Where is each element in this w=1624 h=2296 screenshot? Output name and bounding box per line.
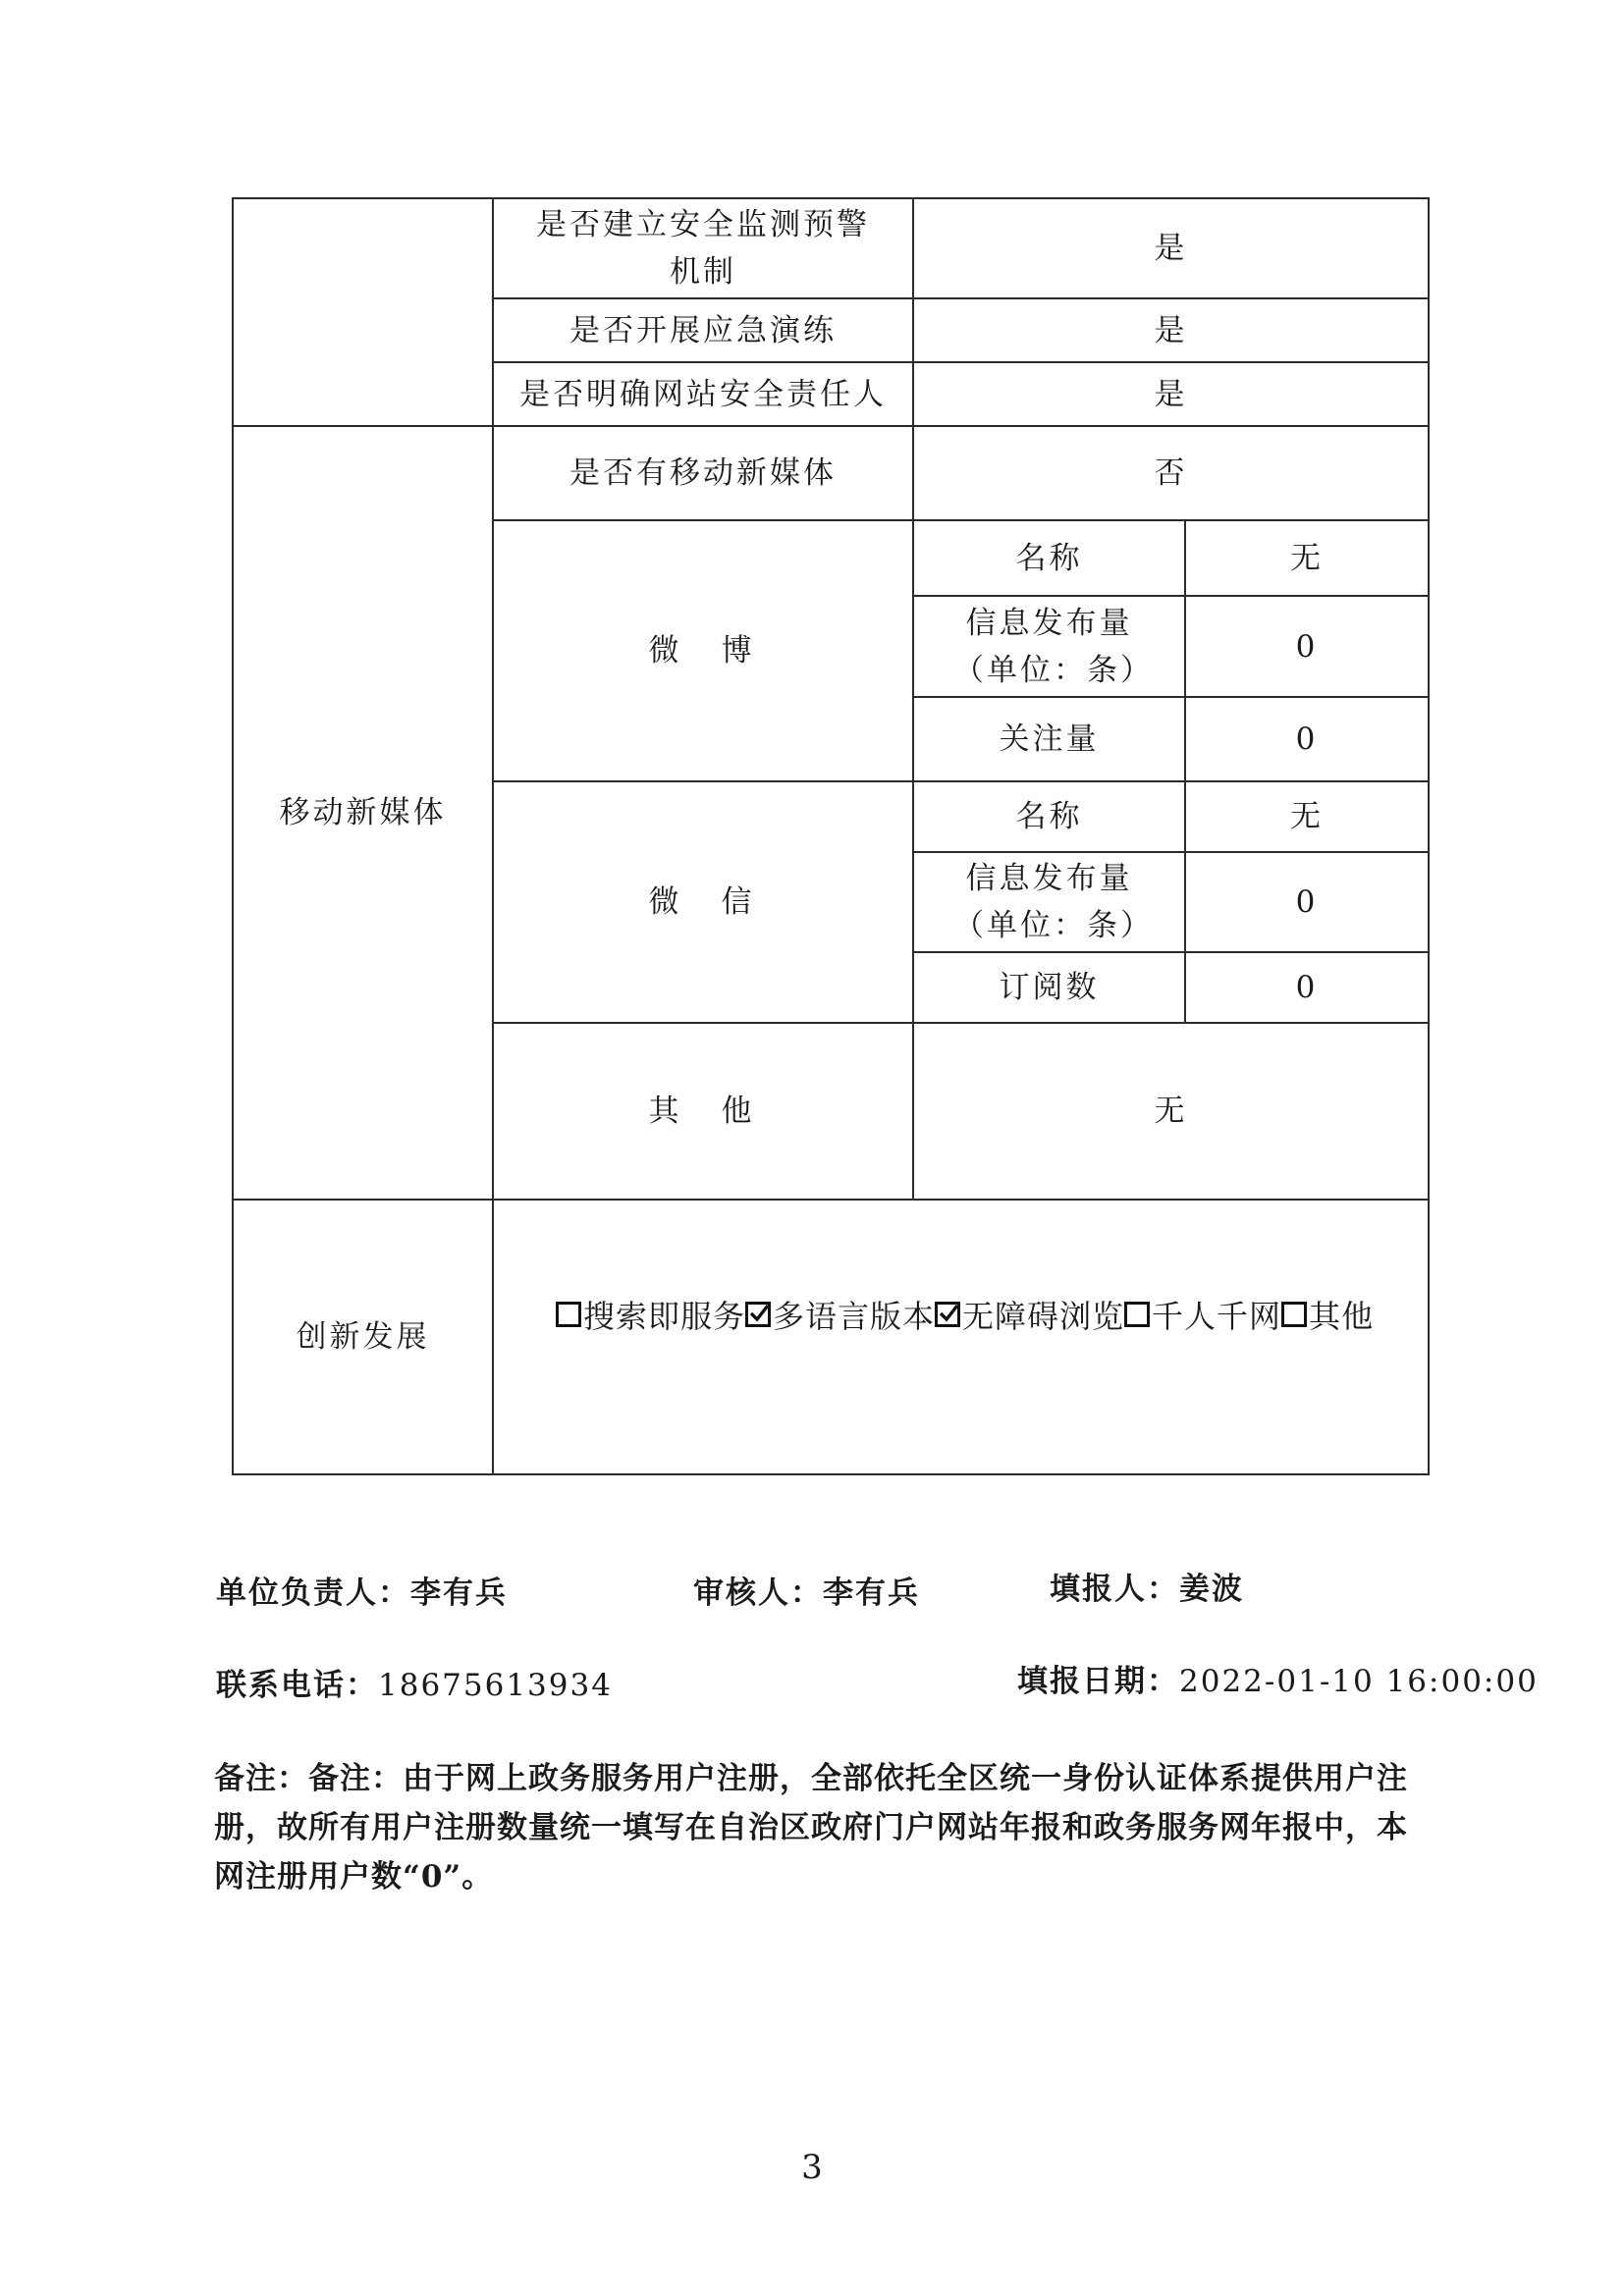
option-other bbox=[1281, 1292, 1374, 1337]
remarks-note: 备注：备注：由于网上政务服务用户注册，全部依托全区统一身份认证体系提供用户注册，故所有用户注册数量统一填写在自治区政府门户网站年报和政务服务网年报中，本网注册用户数“0”。 bbox=[214, 1761, 1408, 1895]
checked-box-icon bbox=[745, 1302, 771, 1327]
weibo-followers-label: 关注量 bbox=[999, 721, 1100, 757]
filler-label: 填报人： bbox=[1050, 1572, 1179, 1607]
weibo-posts-label: 信息发布量（单位：条） bbox=[953, 605, 1154, 688]
checked-box-icon bbox=[935, 1302, 960, 1327]
has-media-value: 否 bbox=[1154, 455, 1188, 491]
phone-value: 18675613934 bbox=[378, 1668, 613, 1703]
date-label: 填报日期： bbox=[1017, 1664, 1179, 1699]
has-media-label: 是否有移动新媒体 bbox=[569, 455, 837, 491]
reviewer-label: 审核人： bbox=[693, 1575, 823, 1611]
option-label: 无障碍浏览 bbox=[962, 1298, 1125, 1335]
unit-head bbox=[216, 1568, 508, 1612]
wechat-subscribers-label: 订阅数 bbox=[999, 970, 1100, 1005]
option-personalized bbox=[1124, 1292, 1281, 1337]
other-media-value: 无 bbox=[1154, 1094, 1188, 1129]
other-media-label: 其 他 bbox=[648, 1094, 758, 1129]
report-table bbox=[232, 197, 1430, 1475]
option-label: 搜索即服务 bbox=[583, 1298, 746, 1335]
emergency-drill-value: 是 bbox=[1154, 312, 1188, 348]
date-value: 2022-01-10 16:00:00 bbox=[1179, 1664, 1539, 1699]
option-label: 其他 bbox=[1309, 1298, 1375, 1335]
security-responsible-value: 是 bbox=[1154, 376, 1188, 412]
media-section-label: 移动新媒体 bbox=[279, 795, 447, 830]
security-monitoring-value: 是 bbox=[1154, 231, 1188, 266]
unit-head-value: 李有兵 bbox=[410, 1575, 508, 1611]
security-responsible-label: 是否明确网站安全责任人 bbox=[519, 376, 887, 412]
phone-label: 联系电话： bbox=[216, 1668, 378, 1703]
unchecked-box-icon bbox=[1281, 1302, 1307, 1327]
option-search-as-service bbox=[556, 1292, 745, 1337]
option-accessibility bbox=[935, 1292, 1124, 1337]
contact-phone bbox=[216, 1660, 613, 1704]
weibo-followers-value: 0 bbox=[1295, 721, 1319, 757]
filler-value: 姜波 bbox=[1179, 1572, 1244, 1607]
weibo-label: 微 博 bbox=[648, 633, 758, 668]
weibo-name-value: 无 bbox=[1290, 540, 1324, 576]
filler bbox=[1050, 1564, 1244, 1608]
wechat-posts-value: 0 bbox=[1295, 884, 1319, 920]
weibo-name-label: 名称 bbox=[1015, 540, 1083, 576]
unit-head-label: 单位负责人： bbox=[216, 1575, 410, 1611]
option-multilingual bbox=[745, 1292, 935, 1337]
fill-date bbox=[1017, 1656, 1539, 1700]
wechat-name-label: 名称 bbox=[1015, 799, 1083, 834]
wechat-label: 微 信 bbox=[648, 884, 758, 920]
unchecked-box-icon bbox=[1124, 1302, 1150, 1327]
reviewer bbox=[693, 1568, 920, 1612]
security-monitoring-label: 是否建立安全监测预警机制 bbox=[536, 207, 870, 290]
page-number: 3 bbox=[801, 2148, 823, 2187]
reviewer-value: 李有兵 bbox=[823, 1575, 920, 1611]
unchecked-box-icon bbox=[556, 1302, 581, 1327]
wechat-subscribers-value: 0 bbox=[1295, 970, 1319, 1005]
wechat-posts-label: 信息发布量（单位：条） bbox=[953, 861, 1154, 943]
emergency-drill-label: 是否开展应急演练 bbox=[569, 312, 837, 348]
option-label: 多语言版本 bbox=[773, 1298, 936, 1335]
innovation-section-label: 创新发展 bbox=[296, 1319, 430, 1355]
option-label: 千人千网 bbox=[1152, 1298, 1282, 1335]
wechat-name-value: 无 bbox=[1290, 799, 1324, 834]
innovation-options bbox=[556, 1292, 1374, 1337]
weibo-posts-value: 0 bbox=[1295, 628, 1319, 665]
